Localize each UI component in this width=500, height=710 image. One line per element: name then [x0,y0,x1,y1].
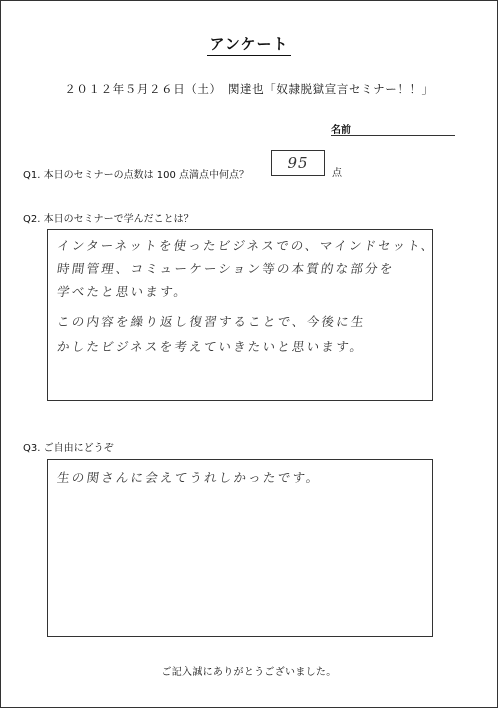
q1-score-box [271,150,325,176]
q2-answer-line: 時間管理、コミューケーション等の本質的な部分を [56,261,396,276]
name-label: 名前 [331,125,351,136]
seminar-subtitle: ２０１２年５月２６日（土） 関達也「奴隷脱獄宣言セミナー！！」 [64,82,434,96]
q1-label: Q1. 本日のセミナーの点数は 100 点満点中何点？ [23,170,250,181]
q2-answer-box [47,229,437,401]
q2-answer-line: インターネットを使ったビジネスでの、マインドセット、 [56,238,437,253]
q1-score-value: 95 [287,154,309,172]
q1-score-unit: 点 [332,168,342,179]
q3-label: Q3. ご自由にどうぞ [23,443,114,454]
footer-thanks: ご記入誠にありがとうございました。 [161,667,337,678]
q2-answer-line: 学べたと思います。 [56,284,190,299]
q2-answer-line: この内容を繰り返し復習することで、今後に生 [56,314,367,329]
name-field [331,121,455,136]
q3-answer-box [47,459,433,637]
q3-answer-line: 生の関さんに会えてうれしかったです。 [56,470,322,485]
q2-answer-line: かしたビジネスを考えていきたいと思います。 [56,339,366,354]
q2-label: Q2. 本日のセミナーで学んだことは？ [23,214,194,225]
page-title [1,33,497,54]
title-text: アンケート [207,35,290,56]
